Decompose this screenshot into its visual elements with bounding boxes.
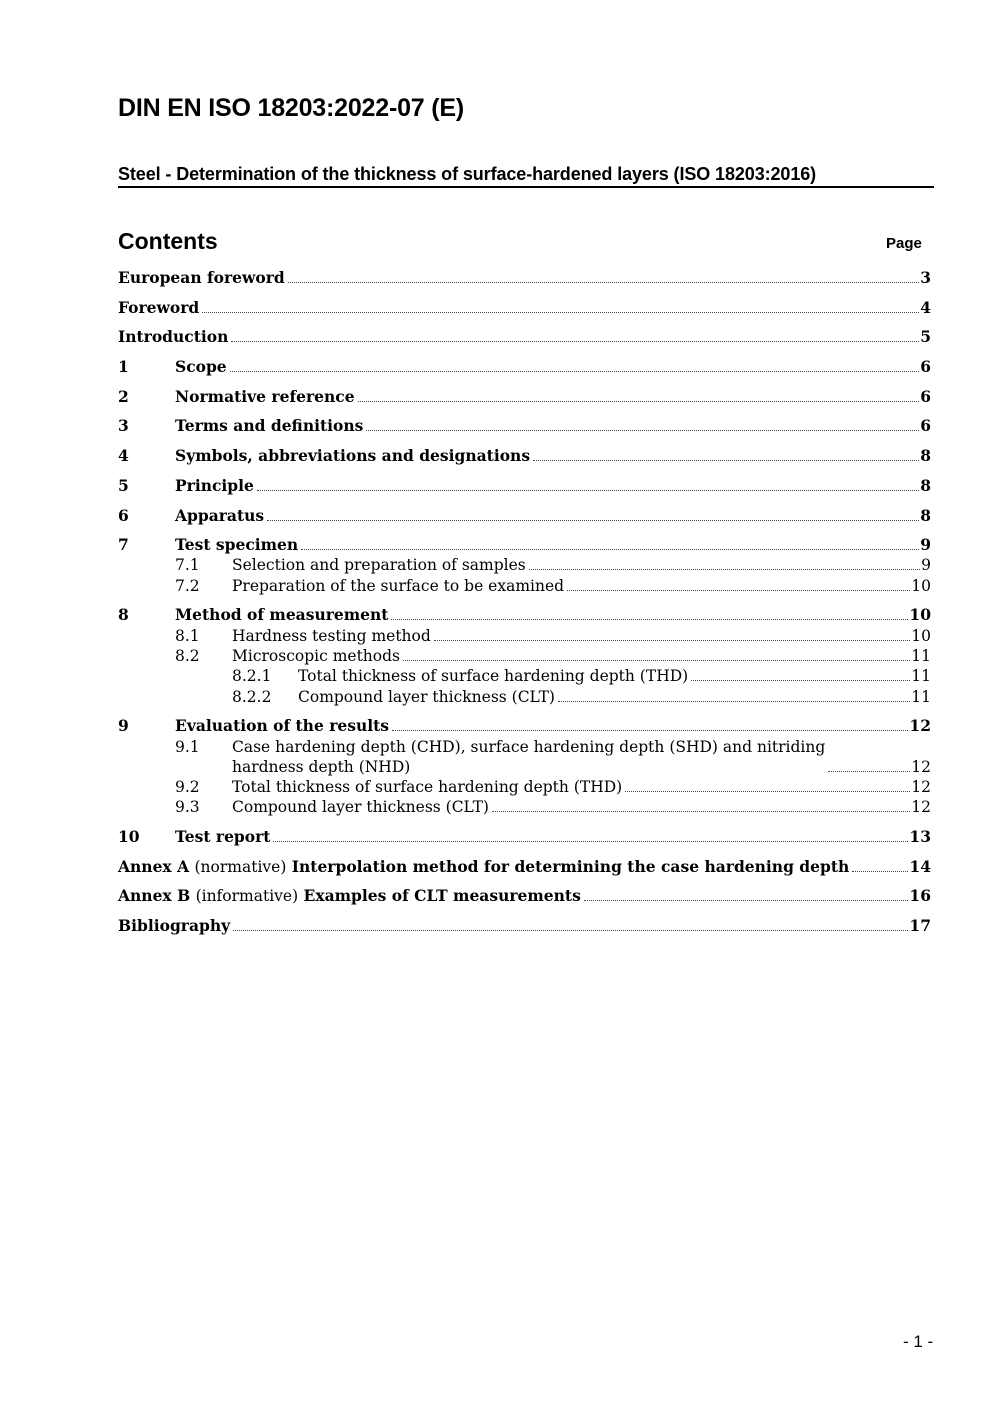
dot-leader: [403, 660, 910, 661]
toc-entry-microscopic-methods[interactable]: [118, 646, 931, 666]
toc-title: Principle: [175, 475, 254, 495]
toc-title: Scope: [175, 357, 227, 377]
dot-leader: [202, 312, 919, 313]
toc-number: 10: [118, 826, 140, 846]
toc-number: 7.2: [175, 576, 200, 595]
toc-entry-hardness-testing[interactable]: [118, 626, 931, 646]
toc-entry-evaluation[interactable]: [118, 716, 931, 736]
toc-number: 9.2: [175, 777, 200, 796]
toc-number: 9.3: [175, 798, 200, 817]
toc-title: Apparatus: [175, 505, 265, 525]
toc-title: Test report: [175, 826, 271, 846]
toc-page-number: 4: [920, 297, 931, 317]
toc-title: Bibliography: [118, 915, 231, 935]
toc-entry-normative-reference[interactable]: [118, 387, 931, 407]
toc-number: 1: [118, 357, 129, 377]
dot-leader: [434, 640, 910, 641]
toc-title: Symbols, abbreviations and designations: [175, 446, 531, 466]
toc-title: Foreword: [118, 297, 200, 317]
toc-page-number: 10: [911, 626, 931, 645]
toc-entry-method-of-measurement[interactable]: [118, 605, 931, 625]
dot-leader: [230, 371, 920, 372]
toc-title: Compound layer thickness (CLT): [232, 798, 489, 817]
toc-title-line: Case hardening depth (CHD), surface hardening depth (SHD) and nitriding: [232, 737, 826, 756]
toc-page-number: 12: [911, 757, 931, 776]
dot-leader: [584, 900, 909, 901]
toc-page-number: 8: [920, 475, 931, 495]
dot-leader: [828, 771, 910, 772]
toc-title: Selection and preparation of samples: [232, 556, 526, 575]
dot-leader: [392, 730, 908, 731]
toc-page-number: 8: [920, 446, 931, 466]
toc-page-number: 11: [911, 687, 931, 706]
toc-page-number: 14: [909, 856, 931, 876]
toc-number: 9: [118, 716, 129, 736]
toc-page-number: 13: [909, 826, 931, 846]
toc-page-number: 16: [909, 886, 931, 906]
toc-page-number: 12: [909, 716, 931, 736]
toc-page-number: 17: [909, 915, 931, 935]
toc-number: 9.1: [175, 737, 200, 756]
dot-leader: [691, 680, 910, 681]
table-of-contents: [118, 268, 931, 936]
dot-leader: [558, 701, 910, 702]
dot-leader: [301, 549, 919, 550]
toc-number: 8.2.1: [232, 667, 272, 686]
toc-entry-clt-evaluation[interactable]: [118, 797, 931, 817]
dot-leader: [273, 841, 908, 842]
toc-page-number: 11: [911, 647, 931, 666]
toc-page-number: 6: [920, 386, 931, 406]
toc-number: 8.2.2: [232, 687, 272, 706]
dot-leader: [852, 871, 908, 872]
dot-leader: [231, 341, 919, 342]
toc-number: 3: [118, 416, 129, 436]
dot-leader: [267, 520, 919, 521]
toc-number: 7: [118, 535, 129, 555]
dot-leader: [492, 811, 910, 812]
dot-leader: [288, 282, 919, 283]
annex-title: Interpolation method for determining the case hardening depth: [286, 856, 850, 876]
toc-title: Introduction: [118, 327, 229, 347]
toc-page-number: 12: [911, 798, 931, 817]
toc-number: 6: [118, 505, 129, 525]
toc-title: Compound layer thickness (CLT): [298, 687, 555, 706]
toc-number: 8.2: [175, 647, 200, 666]
toc-entry-case-hardening-depth[interactable]: [118, 737, 931, 777]
toc-page-number: 8: [920, 505, 931, 525]
toc-title: Evaluation of the results: [175, 716, 390, 736]
toc-page-number: 5: [920, 327, 931, 347]
toc-title-line: hardness depth (NHD): [232, 757, 411, 776]
dot-leader: [625, 791, 910, 792]
toc-entry-test-specimen[interactable]: [118, 535, 931, 555]
toc-page-number: 12: [911, 777, 931, 796]
toc-number: 5: [118, 475, 129, 495]
annex-title: Examples of CLT measurements: [298, 886, 581, 906]
toc-title: Total thickness of surface hardening depth (THD): [298, 667, 689, 686]
toc-number: 8.1: [175, 626, 200, 645]
toc-page-number: 9: [920, 535, 931, 555]
document-subtitle: Steel - Determination of the thickness of surface-hardened layers (ISO 18203:2016): [118, 164, 934, 188]
annex-label: Annex A: [118, 856, 195, 876]
toc-entry-principle[interactable]: [118, 476, 931, 496]
toc-page-number: 9: [921, 556, 931, 575]
toc-entry-clt-microscopic[interactable]: [118, 687, 931, 707]
toc-entry-selection-samples[interactable]: [118, 555, 931, 575]
page-number-footer: - 1 -: [903, 1332, 934, 1351]
toc-entry-foreword[interactable]: [118, 298, 931, 318]
toc-title: Method of measurement: [175, 605, 389, 625]
dot-leader: [233, 930, 908, 931]
toc-entry-annex-a[interactable]: [118, 857, 931, 877]
toc-entry-introduction[interactable]: [118, 327, 931, 347]
page-column-label: Page: [886, 235, 922, 252]
toc-number: 4: [118, 446, 129, 466]
toc-entry-symbols[interactable]: [118, 446, 931, 466]
toc-title: [118, 857, 849, 877]
dot-leader: [529, 569, 920, 570]
toc-entry-test-report[interactable]: [118, 827, 931, 847]
toc-title: Total thickness of surface hardening depth (THD): [232, 777, 623, 796]
toc-number: 2: [118, 386, 129, 406]
toc-title: Terms and definitions: [175, 416, 364, 436]
toc-page-number: 10: [909, 605, 931, 625]
toc-title: Preparation of the surface to be examined: [232, 576, 565, 595]
document-title: DIN EN ISO 18203:2022-07 (E): [118, 94, 464, 122]
toc-page-number: 10: [911, 576, 931, 595]
toc-entry-scope[interactable]: [118, 357, 931, 377]
toc-title: European foreword: [118, 268, 285, 287]
toc-entry-annex-b[interactable]: [118, 886, 931, 906]
toc-entry-terms-and-definitions[interactable]: [118, 416, 931, 436]
dot-leader: [366, 430, 919, 431]
toc-entry-bibliography[interactable]: [118, 916, 931, 936]
toc-page-number: 11: [911, 667, 931, 686]
toc-page-number: 3: [920, 268, 931, 287]
annex-label: Annex B: [118, 886, 196, 906]
toc-page-number: 6: [920, 416, 931, 436]
dot-leader: [567, 590, 910, 591]
toc-title: [118, 886, 581, 906]
toc-number: 7.1: [175, 556, 200, 575]
toc-entry-european-foreword[interactable]: [118, 268, 931, 288]
toc-entry-apparatus[interactable]: [118, 506, 931, 526]
toc-title: Normative reference: [175, 386, 355, 406]
annex-type: (normative): [194, 857, 287, 876]
toc-page-number: 6: [920, 357, 931, 377]
contents-heading: Contents: [118, 228, 218, 254]
dot-leader: [358, 401, 920, 402]
toc-entry-thd-evaluation[interactable]: [118, 777, 931, 797]
toc-title: Hardness testing method: [232, 626, 431, 645]
toc-title: [232, 737, 825, 777]
toc-entry-surface-preparation[interactable]: [118, 576, 931, 596]
toc-title: Test specimen: [175, 535, 299, 555]
dot-leader: [533, 460, 919, 461]
toc-number: 8: [118, 605, 129, 625]
toc-title: Microscopic methods: [232, 647, 400, 666]
dot-leader: [257, 490, 919, 491]
dot-leader: [391, 619, 908, 620]
toc-entry-thd-microscopic[interactable]: [118, 666, 931, 686]
annex-type: (informative): [195, 887, 299, 906]
